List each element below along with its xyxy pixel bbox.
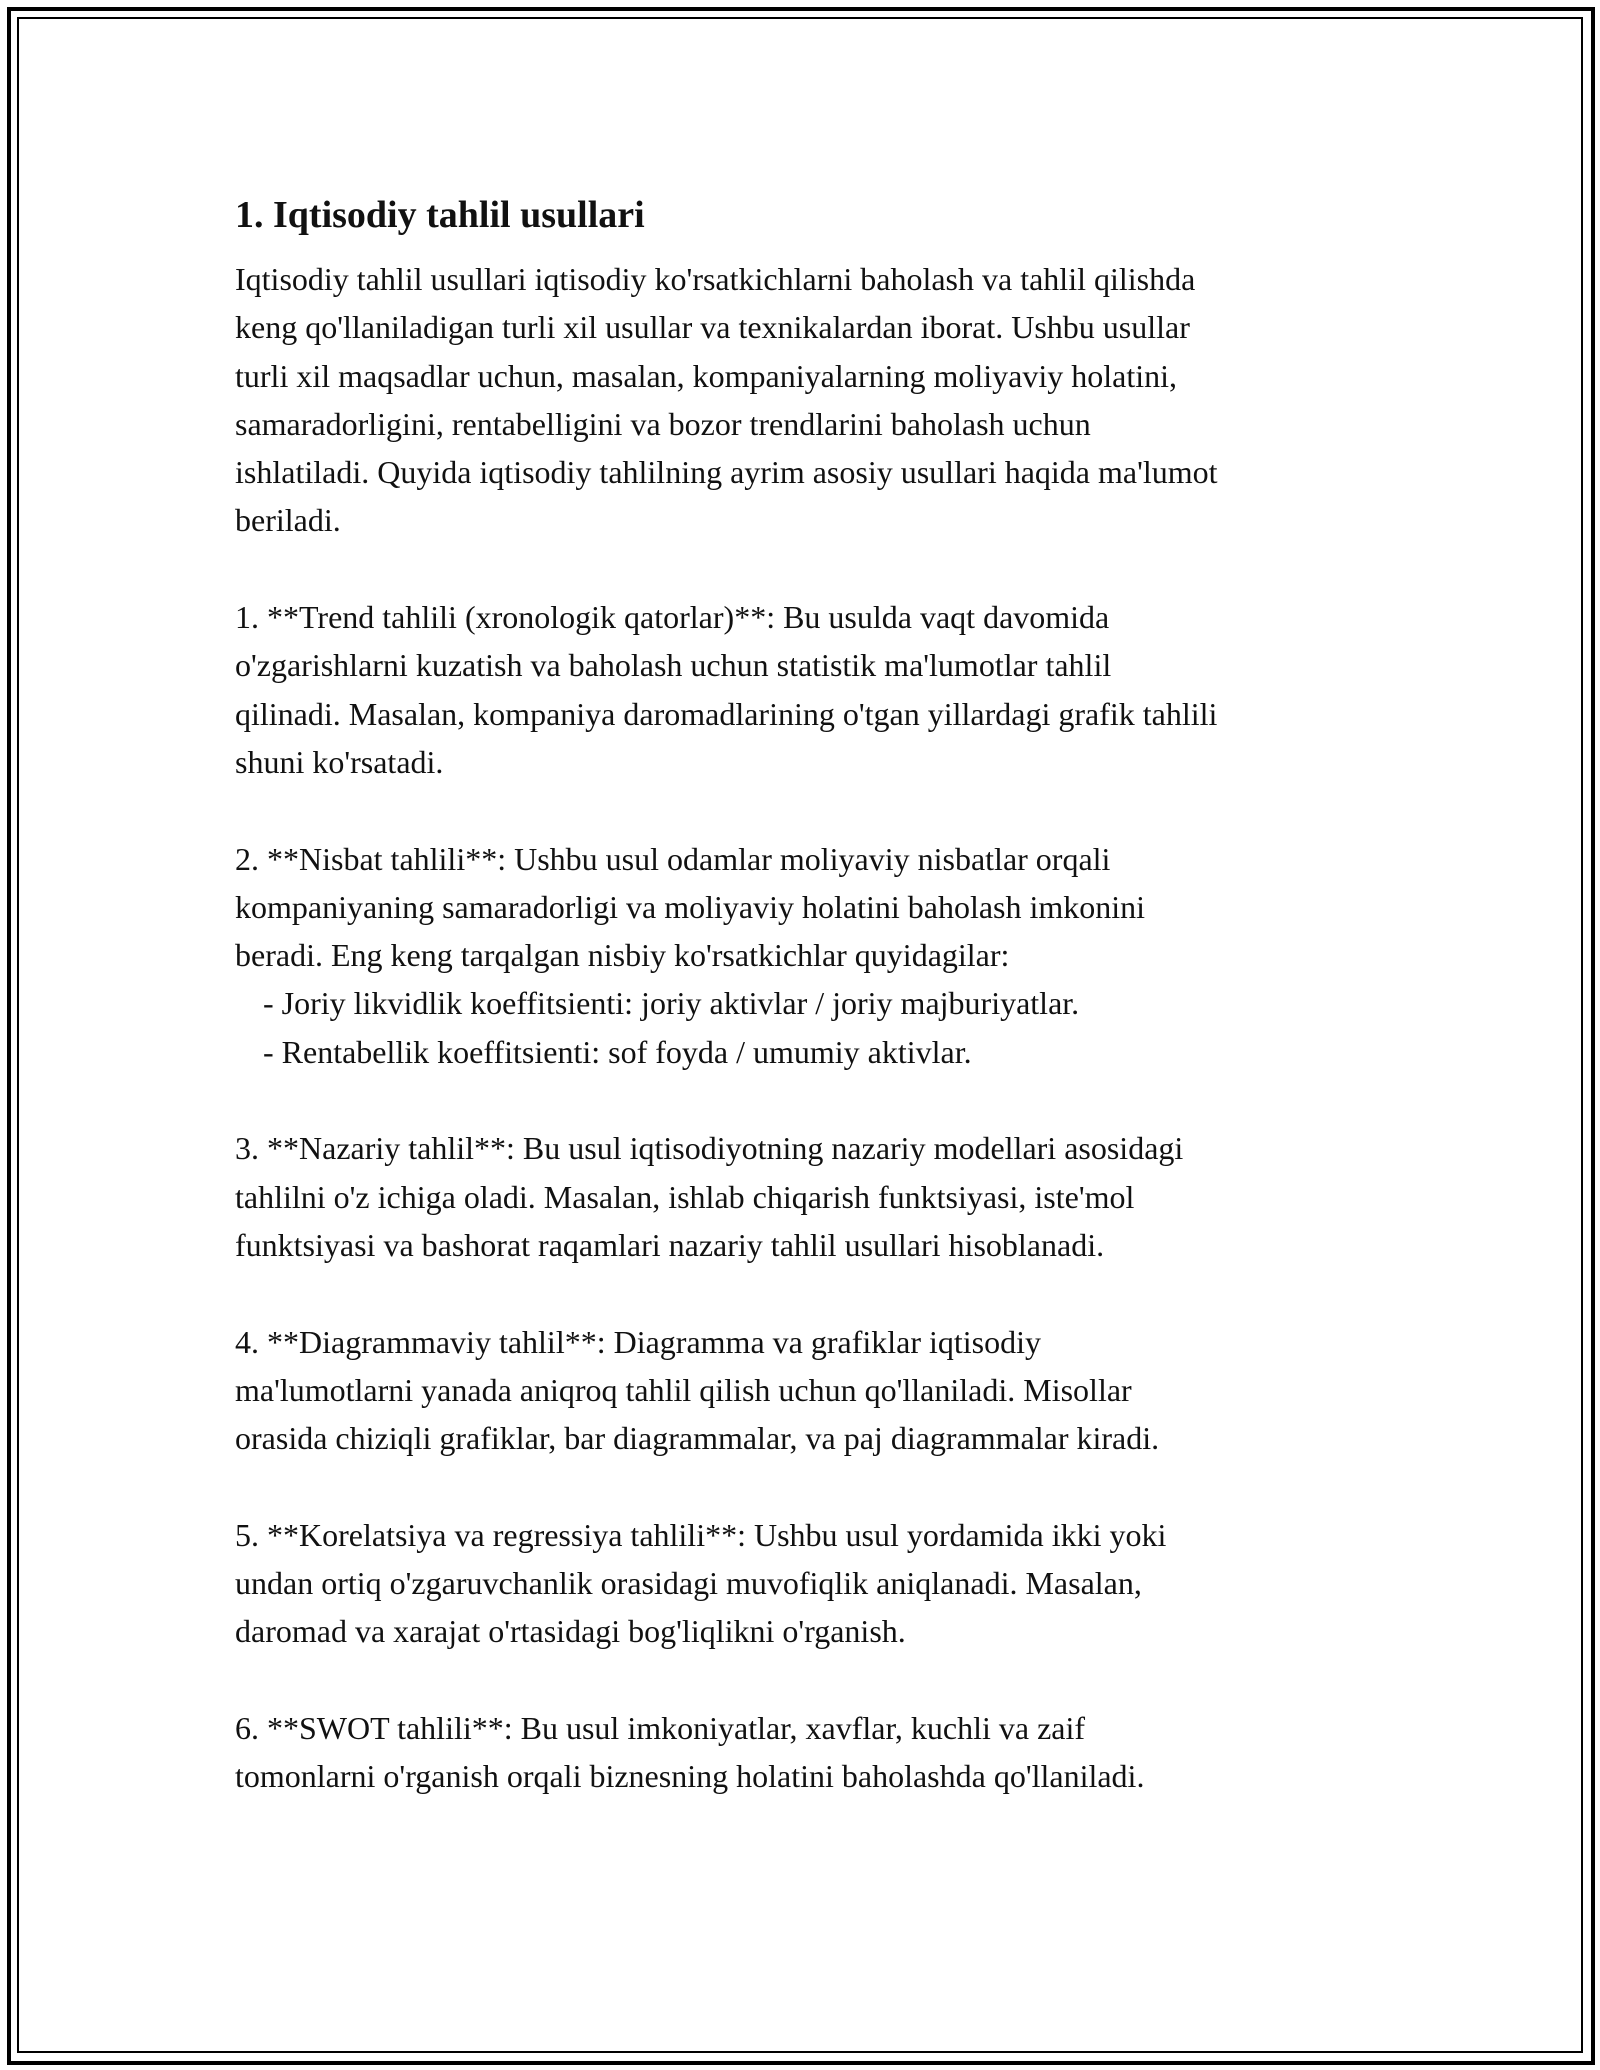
document-heading: 1. Iqtisodiy tahlil usullari [235, 194, 645, 236]
ratio-bullet-profitability: - Rentabellik koeffitsienti: sof foyda / umumiy aktivlar. [263, 1033, 972, 1070]
section-swot-text: 6. **SWOT tahlili**: Bu usul imkoniyatlar, xavflar, kuchli va zaif tomonlarni o'rganish orqali biznesning holatini baholashda qo'llaniladi. [235, 1709, 1145, 1795]
ratio-bullet-liquidity: - Joriy likvidlik koeffitsienti: joriy aktivlar / joriy majburiyatlar. [263, 985, 1080, 1022]
section-diagram [235, 1318, 1375, 1463]
section-trend [235, 593, 1375, 786]
section-diagram-text: 4. **Diagrammaviy tahlil**: Diagramma va grafiklar iqtisodiy ma'lumotlarni yanada aniqroq tahlil qilish uchun qo'llaniladi. Misollar orasida chiziqli grafiklar, bar diagrammalar, va paj diagrammalar kiradi. [235, 1323, 1160, 1457]
section-ratio [235, 835, 1375, 1076]
section-ratio-text: 2. **Nisbat tahlili**: Ushbu usul odamlar moliyaviy nisbatlar orqali kompaniyaning samaradorligi va moliyaviy holatini baholash imkonini beradi. Eng keng tarqalgan nisbiy ko'rsatkichlar quyidagilar: [235, 840, 1146, 974]
document-body [235, 185, 1375, 1801]
intro-paragraph: Iqtisodiy tahlil usullari iqtisodiy ko'rsatkichlarni baholash va tahlil qilishda keng qo'llaniladigan turli xil usullar va texnikalardan iborat. Ushbu usullar turli xil maqsadlar uchun, masalan, kompaniyalarning moliyaviy holatini, samaradorligini, rentabelligini va bozor trendlarini baholash uchun ishlatiladi. Quyida iqtisodiy tahlilning ayrim asosiy usullari haqida ma'lumot beriladi. [235, 261, 1218, 539]
section-theoretical-text: 3. **Nazariy tahlil**: Bu usul iqtisodiyotning nazariy modellari asosidagi tahlilni o'z ichiga oladi. Masalan, ishlab chiqarish funktsiyasi, iste'mol funktsiyasi va bashorat raqamlari nazariy tahlil usullari hisoblanadi. [235, 1130, 1184, 1263]
section-correlation-text: 5. **Korelatsiya va regressiya tahlili**: Ushbu usul yordamida ikki yoki undan ortiq o'zgaruvchanlik orasidagi muvofiqlik aniqlanadi. Masalan, daromad va xarajat o'rtasidagi bog'liqlikni o'rganish. [235, 1516, 1167, 1650]
section-trend-text: 1. **Trend tahlili (xronologik qatorlar)**: Bu usulda vaqt davomida o'zgarishlarni kuzatish va baholash uchun statistik ma'lumotlar tahlil qilinadi. Masalan, kompaniya daromadlarining o'tgan yillardagi grafik tahlili shuni ko'rsatadi. [235, 599, 1218, 780]
section-theoretical [235, 1124, 1375, 1269]
section-swot [235, 1704, 1375, 1801]
section-correlation [235, 1511, 1375, 1656]
